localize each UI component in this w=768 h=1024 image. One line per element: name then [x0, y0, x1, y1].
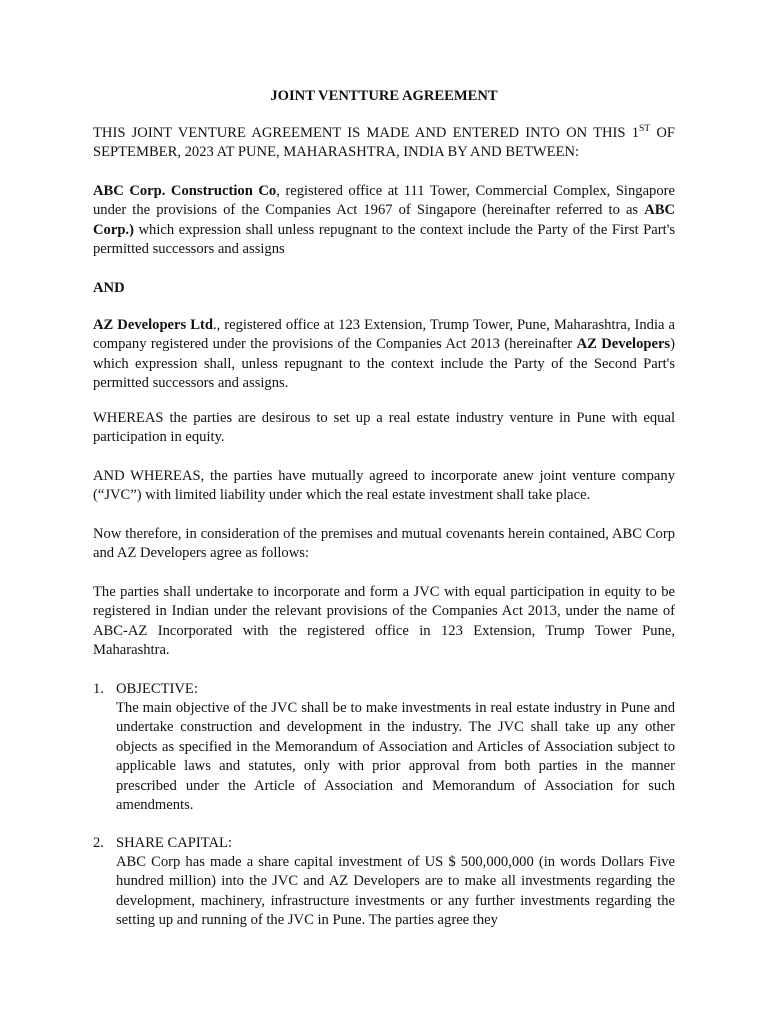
section-2-body: ABC Corp has made a share capital investment of US $ 500,000,000 (in words Dollars Five hundred million) into the JVC and AZ Developers are to make all investments regarding the development, machinery, infrastructure investments or any further investments regarding the setting up and running of the JVC in Pune. The parties agree they [116, 854, 675, 929]
and-separator: AND [93, 280, 125, 296]
party-two-text-1: ., registered office at 123 Extension, Trump Tower, Pune, Maharashtra, India a company registered under the provisions of the Companies Act 2013 (hereinafter [93, 317, 675, 353]
therefore-paragraph: Now therefore, in consideration of the premises and mutual covenants herein contained, ABC Corp and AZ Developers agree as follows: [93, 526, 675, 562]
section-1-heading: OBJECTIVE: [116, 681, 198, 697]
party-one-short-name: ABC Corp.) [93, 202, 675, 238]
party-one-paragraph [93, 182, 675, 260]
whereas-paragraph: WHEREAS the parties are desirous to set up a real estate industry venture in Pune with equal participation in equity. [93, 410, 675, 446]
party-two-text-2: ) which expression shall, unless repugnant to the context include the Party of the Second Part's permitted successors and assigns. [93, 336, 675, 392]
party-two-short-name: AZ Developers [576, 336, 671, 353]
section-1-body: The main objective of the JVC shall be to make investments in real estate industry in Pune and undertake construction and development in the industry. The JVC shall take up any other objects as specified in the Memorandum of Association and Articles of Association subject to applicable laws and statutes, only with prior approval from both parties in the manner prescribed under the Article of Association and Memorandum of Association for such amendments. [116, 700, 675, 814]
party-two-name: AZ Developers Ltd [93, 317, 213, 333]
party-one-text-2: which expression shall unless repugnant to the context include the Party of the First Part's permitted successors and assigns [93, 221, 675, 258]
intro-superscript: ST [639, 124, 651, 134]
party-one-name: ABC Corp. Construction Co [93, 183, 277, 199]
party-two-paragraph [93, 316, 675, 394]
party-one-text-1: , registered office at 111 Tower, Commercial Complex, Singapore under the provisions of the Companies Act 1967 of Singapore (hereinafter referred to as [93, 183, 675, 219]
undertake-paragraph: The parties shall undertake to incorporate and form a JVC with equal participation in equity to be registered in Indian under the relevant provisions of the Companies Act 2013, under the name of ABC-AZ Incorporated with the registered office in 123 Extension, Trump Tower Pune, Maharashtra. [93, 584, 675, 659]
section-2-number: 2. [93, 835, 104, 851]
document-title: JOINT VENTTURE AGREEMENT [270, 88, 498, 104]
intro-text-end: OF SEPTEMBER, 2023 AT PUNE, MAHARASHTRA, INDIA BY AND BETWEEN: [93, 125, 675, 161]
and-whereas-paragraph: AND WHEREAS, the parties have mutually agreed to incorporate anew joint venture company (“JVC”) with limited liability under which the real estate investment shall take place. [93, 468, 675, 504]
intro-text-start: THIS JOINT VENTURE AGREEMENT IS MADE AND ENTERED INTO ON THIS 1 [93, 125, 640, 141]
section-2-heading: SHARE CAPITAL: [116, 835, 232, 851]
intro-paragraph [93, 124, 675, 163]
section-1-number: 1. [93, 681, 104, 697]
